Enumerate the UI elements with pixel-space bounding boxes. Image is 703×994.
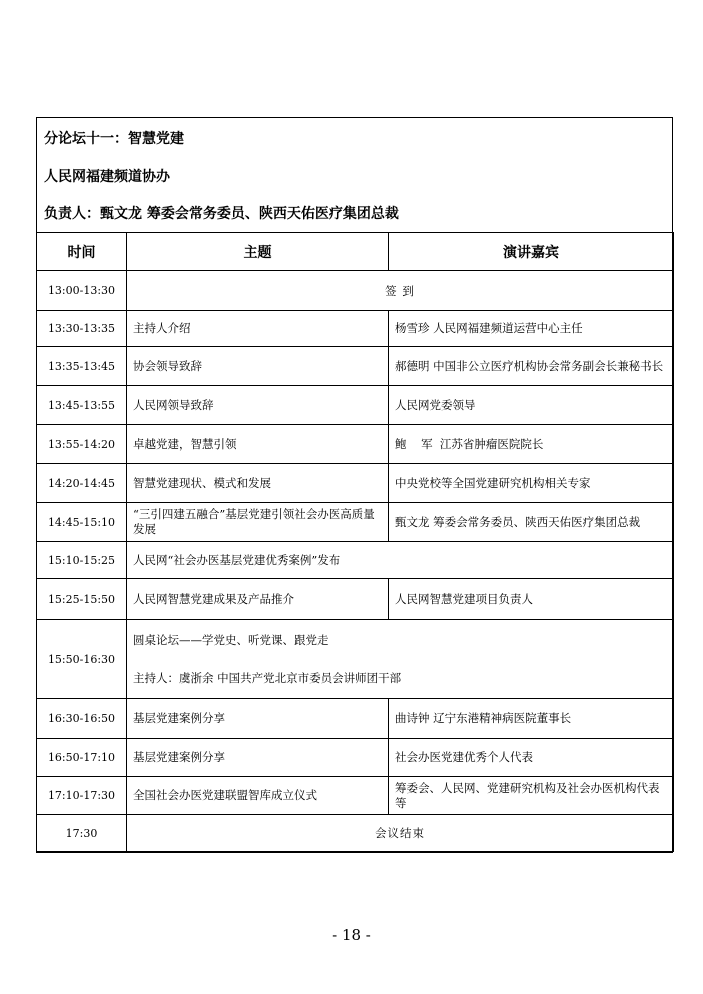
checkin-cell: 签 到 bbox=[127, 271, 674, 311]
page-number: - 18 - bbox=[332, 926, 371, 944]
roundtable-title: 圆桌论坛——学党史、听党课、跟党走 bbox=[133, 633, 329, 647]
table-row bbox=[37, 503, 674, 542]
time-cell: 14:20-14:45 bbox=[37, 464, 127, 503]
table-row bbox=[37, 386, 674, 425]
speaker-cell: 中央党校等全国党建研究机构相关专家 bbox=[389, 464, 674, 503]
table-row bbox=[37, 464, 674, 503]
topic-cell: 协会领导致辞 bbox=[127, 347, 389, 386]
time-cell: 13:00-13:30 bbox=[37, 271, 127, 311]
time-cell: 15:25-15:50 bbox=[37, 579, 127, 620]
speaker-cell: 杨雪珍 人民网福建频道运营中心主任 bbox=[389, 311, 674, 347]
co-organizer: 人民网福建频道协办 bbox=[44, 169, 170, 185]
closing-cell: 会议结束 bbox=[127, 815, 674, 852]
table-row bbox=[37, 347, 674, 386]
topic-cell: 智慧党建现状、模式和发展 bbox=[127, 464, 389, 503]
speaker-cell: 郝德明 中国非公立医疗机构协会常务副会长兼秘书长 bbox=[389, 347, 674, 386]
time-cell: 15:50-16:30 bbox=[37, 620, 127, 699]
table-row bbox=[37, 271, 674, 311]
table-row bbox=[37, 739, 674, 777]
speaker-cell: 甄文龙 筹委会常务委员、陕西天佑医疗集团总裁 bbox=[389, 503, 674, 542]
speaker-cell: 鲍 军 江苏省肿瘤医院院长 bbox=[389, 425, 674, 464]
table-row bbox=[37, 620, 674, 699]
topic-cell: 人民网领导致辞 bbox=[127, 386, 389, 425]
topic-cell: 基层党建案例分享 bbox=[127, 699, 389, 739]
time-cell: 13:45-13:55 bbox=[37, 386, 127, 425]
forum-title: 分论坛十一：智慧党建 bbox=[44, 131, 184, 147]
time-cell: 17:10-17:30 bbox=[37, 777, 127, 815]
column-header-speaker: 演讲嘉宾 bbox=[389, 233, 674, 271]
time-cell: 13:55-14:20 bbox=[37, 425, 127, 464]
time-cell: 16:50-17:10 bbox=[37, 739, 127, 777]
time-cell: 17:30 bbox=[37, 815, 127, 852]
column-header-topic: 主题 bbox=[127, 233, 389, 271]
topic-cell: 卓越党建，智慧引领 bbox=[127, 425, 389, 464]
table-row bbox=[37, 777, 674, 815]
column-header-time: 时间 bbox=[37, 233, 127, 271]
roundtable-host: 主持人：虞浙余 中国共产党北京市委员会讲师团干部 bbox=[133, 671, 402, 685]
speaker-cell: 人民网党委领导 bbox=[389, 386, 674, 425]
time-cell: 15:10-15:25 bbox=[37, 542, 127, 579]
schedule-table bbox=[36, 232, 674, 852]
table-row bbox=[37, 815, 674, 852]
roundtable-cell bbox=[127, 620, 674, 699]
topic-cell: 主持人介绍 bbox=[127, 311, 389, 347]
speaker-cell: 曲诗钟 辽宁东港精神病医院董事长 bbox=[389, 699, 674, 739]
table-row bbox=[37, 311, 674, 347]
table-row bbox=[37, 699, 674, 739]
table-header-row bbox=[37, 233, 674, 271]
speaker-cell: 人民网智慧党建项目负责人 bbox=[389, 579, 674, 620]
time-cell: 13:35-13:45 bbox=[37, 347, 127, 386]
topic-cell: 人民网智慧党建成果及产品推介 bbox=[127, 579, 389, 620]
table-row bbox=[37, 542, 674, 579]
time-cell: 14:45-15:10 bbox=[37, 503, 127, 542]
release-cell: 人民网“社会办医基层党建优秀案例”发布 bbox=[127, 542, 674, 579]
table-row bbox=[37, 579, 674, 620]
topic-cell: 全国社会办医党建联盟智库成立仪式 bbox=[127, 777, 389, 815]
forum-lead: 负责人：甄文龙 筹委会常务委员、陕西天佑医疗集团总裁 bbox=[44, 206, 399, 222]
table-row bbox=[37, 425, 674, 464]
speaker-cell: 社会办医党建优秀个人代表 bbox=[389, 739, 674, 777]
time-cell: 16:30-16:50 bbox=[37, 699, 127, 739]
topic-cell: “三引四建五融合”基层党建引领社会办医高质量发展 bbox=[127, 503, 389, 542]
speaker-cell: 筹委会、人民网、党建研究机构及社会办医机构代表等 bbox=[389, 777, 674, 815]
topic-cell: 基层党建案例分享 bbox=[127, 739, 389, 777]
time-cell: 13:30-13:35 bbox=[37, 311, 127, 347]
